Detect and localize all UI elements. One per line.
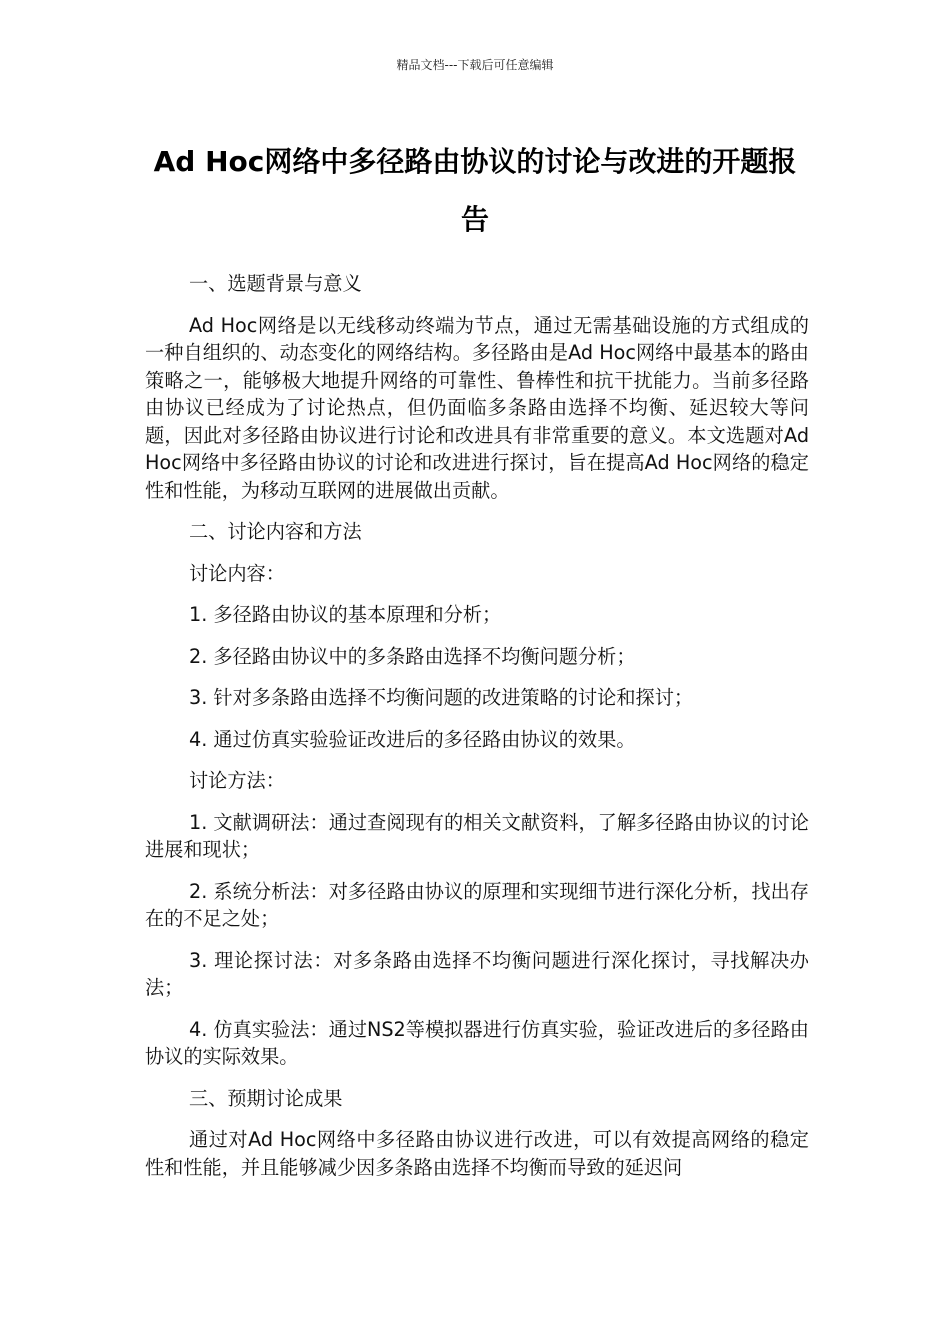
research-content-label: 讨论内容： (189, 561, 285, 585)
section-2-heading: 二、讨论内容和方法 (189, 520, 362, 543)
research-method-label: 讨论方法： (189, 769, 285, 792)
research-method-item: 3. 理论探讨法：对多条路由选择不均衡问题进行深化探讨，寻找解决办法； (145, 948, 809, 999)
section-3-heading: 三、预期讨论成果 (189, 1086, 343, 1110)
research-content-item: 4. 通过仿真实验验证改进后的多径路由协议的效果。 (189, 727, 636, 751)
research-content-item: 2. 多径路由协议中的多条路由选择不均衡问题分析； (189, 644, 636, 668)
document-body (145, 270, 809, 1181)
research-method-item: 2. 系统分析法：对多径路由协议的原理和实现细节进行深化分析，找出存在的不足之处； (145, 879, 809, 930)
section-1-paragraph: Ad Hoc网络是以无线移动终端为节点，通过无需基础设施的方式组成的一种自组织的、动态变化的网络结构。多径路由是Ad Hoc网络中最基本的路由策略之一，能够极大地提升网络的可靠性、鲁棒性和抗干扰能力。当前多径路由协议已经成为了讨论热点，但仍面临多条路由选择不均衡、延迟较大等问题，因此对多径路由协议进行讨论和改进具有非常重要的意义。本文选题对Ad Hoc网络中多径路由协议的讨论和改进进行探讨，旨在提高Ad Hoc网络的稳定性和性能，为移动互联网的进展做出贡献。 (145, 313, 809, 502)
section-1-heading: 一、选题背景与意义 (189, 272, 362, 295)
research-content-item: 1. 多径路由协议的基本原理和分析； (189, 603, 502, 626)
research-method-item: 1. 文献调研法：通过查阅现有的相关文献资料，了解多径路由协议的讨论进展和现状； (145, 810, 809, 861)
page-header: 精品文档---下载后可任意编辑 (396, 58, 554, 72)
section-3-paragraph: 通过对Ad Hoc网络中多径路由协议进行改进，可以有效提高网络的稳定性和性能，并且能够减少因多条路由选择不均衡而导致的延迟问 (145, 1128, 809, 1179)
research-content-item: 3. 针对多条路由选择不均衡问题的改进策略的讨论和探讨； (189, 686, 694, 709)
research-method-item: 4. 仿真实验法：通过NS2等模拟器进行仿真实验，验证改进后的多径路由协议的实际效果。 (145, 1017, 809, 1068)
document-title: Ad Hoc网络中多径路由协议的讨论与改进的开题报告 (153, 145, 797, 236)
